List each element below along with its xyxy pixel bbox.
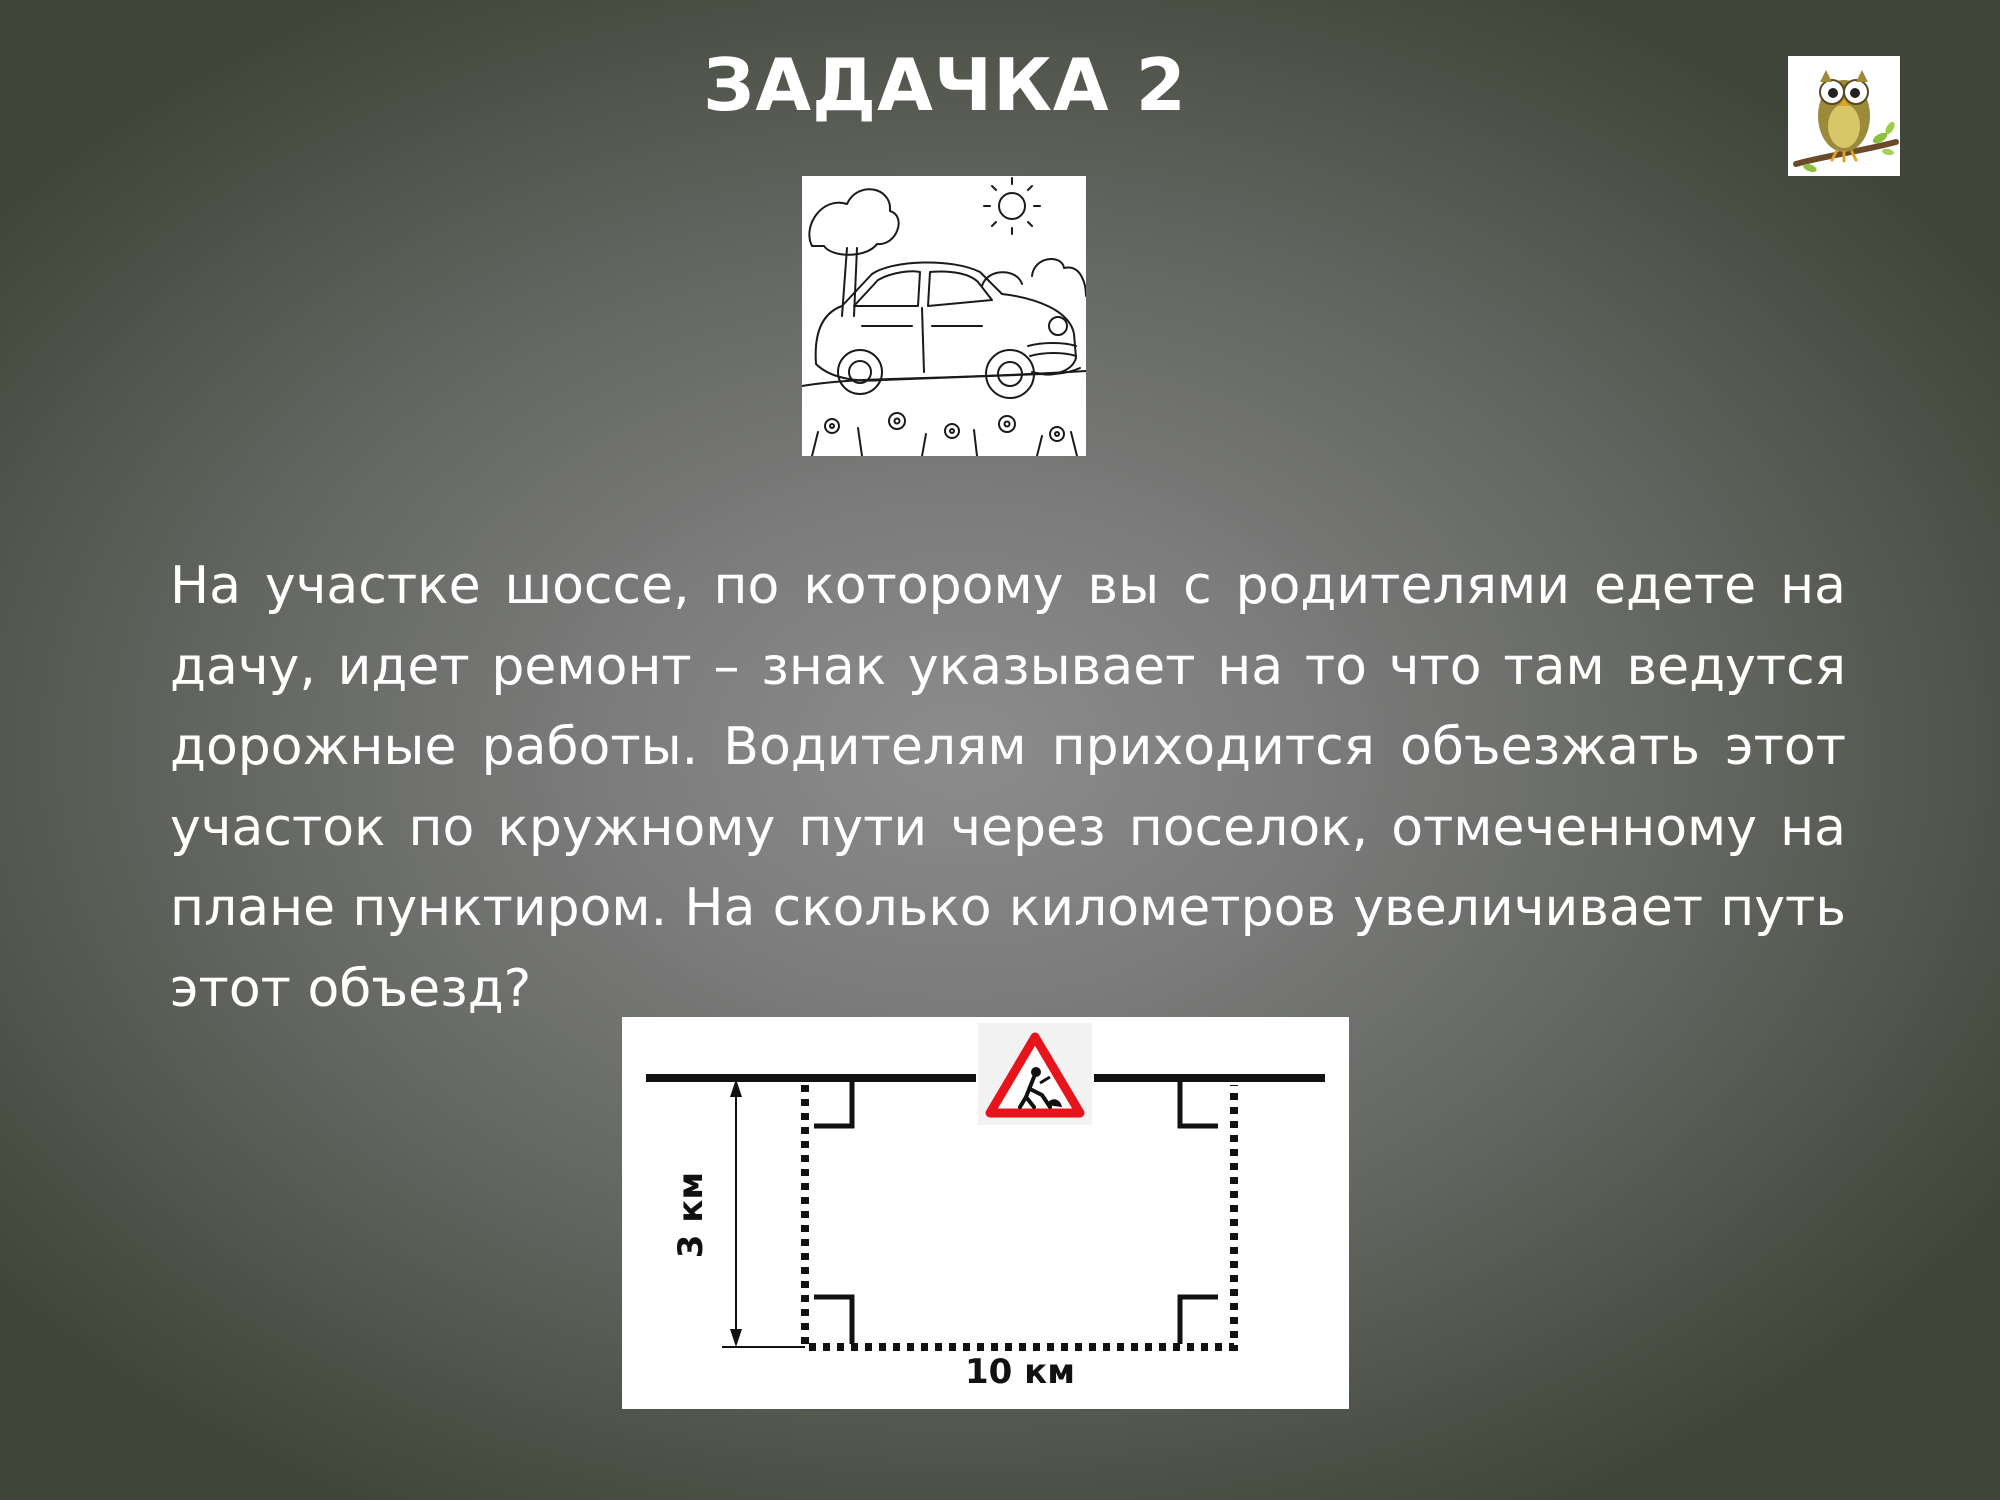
problem-text: На участке шоссе, по которому вы с родителями едете на дачу, идет ремонт – знак указывает на то что там ведутся дорожные работы. Водителям приходится объезжать этот участок по кружному пути через поселок, отмеченному на плане пунктиром. На сколько километров увеличивает путь этот объезд? xyxy=(170,556,1846,1019)
width-label: 10 км xyxy=(964,1352,1076,1392)
height-dimension xyxy=(722,1079,805,1347)
road-works-sign-icon xyxy=(978,1023,1092,1125)
road-plan-diagram xyxy=(622,1017,1349,1409)
height-label: 3 км xyxy=(671,1171,711,1259)
owl-icon xyxy=(1788,56,1900,176)
car-icon xyxy=(802,176,1086,456)
slide-title: ЗАДАЧКА 2 xyxy=(703,43,1187,127)
